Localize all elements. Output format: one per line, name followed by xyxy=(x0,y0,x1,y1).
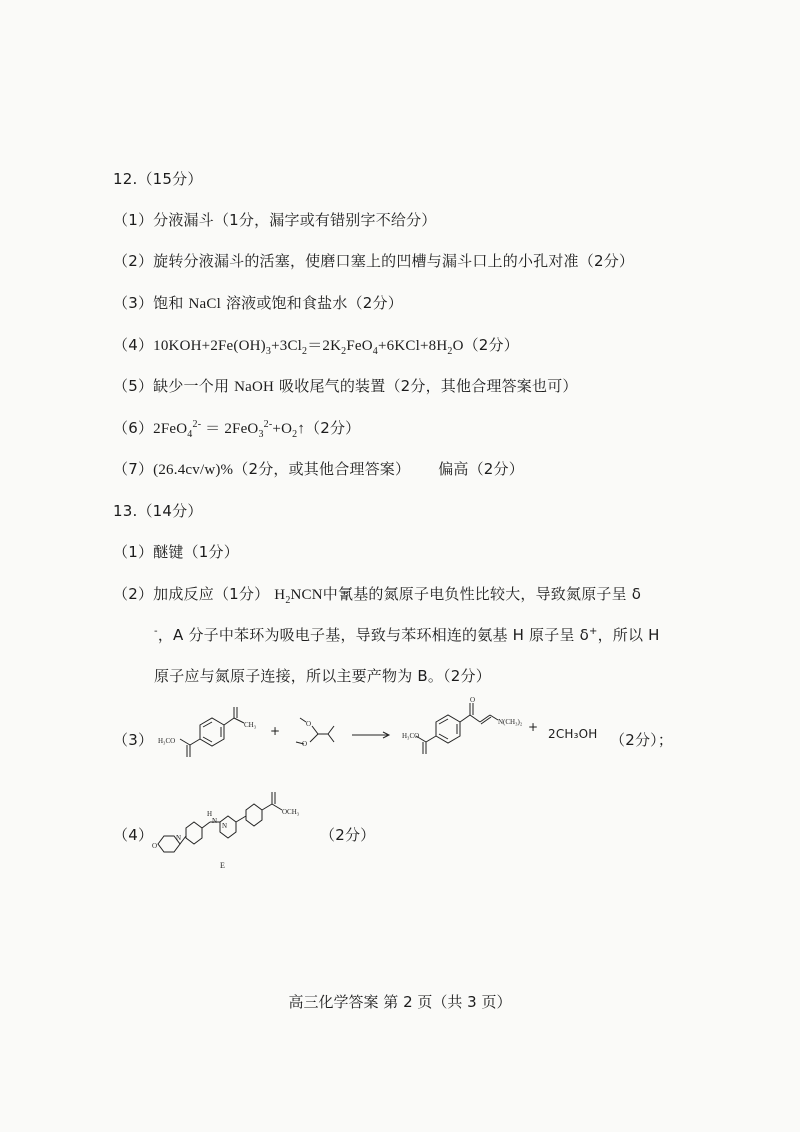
plus-sign-2: + xyxy=(528,720,539,734)
reaction-arrow xyxy=(352,730,392,740)
q12-answer-2: （2）旋转分液漏斗的活塞，使磨口塞上的凹槽与漏斗口上的小孔对准（2分） xyxy=(113,252,635,270)
q13-answer-4-label: （4） xyxy=(113,826,154,844)
q13-answer-2-line3: 原子应与氮原子连接，所以主要产物为 B。（2分） xyxy=(154,667,491,685)
reactant-1-methyl-label: CH₃ xyxy=(244,721,257,729)
compound-e-n2-label: N xyxy=(176,834,182,842)
q12-title: 12.（15分） xyxy=(113,170,203,188)
product-structure xyxy=(402,696,530,762)
q13-title: 13.（14分） xyxy=(113,502,203,520)
q13-answer-2-line2: -，A 分子中苯环为吸电子基，导致与苯环相连的氨基 H 原子呈 δ+，所以 H xyxy=(154,626,660,644)
q12-answer-6: $(6)2FeO_4^{2-} = 2FeO_3^{2-}+O_2↑(2$分） xyxy=(113,419,361,440)
byproduct-methanol: 2CH₃OH xyxy=(548,727,598,741)
q13-answer-3-label: （3） xyxy=(113,731,154,749)
svg-text:O: O xyxy=(470,696,476,704)
page-footer: 高三化学答案 第 2 页（共 3 页） xyxy=(288,993,512,1011)
plus-sign-1: + xyxy=(270,724,281,738)
q12-answer-4: $(4)10KOH+2Fe(OH)_3+3Cl_2=2K_2FeO_4+6KCl+8H_2O(2$分） xyxy=(113,336,519,357)
svg-text:O: O xyxy=(302,740,308,748)
q13-answer-3-score: （2分）； xyxy=(610,731,674,749)
compound-e-nh-label: H xyxy=(207,810,213,818)
compound-e-n3-label: N xyxy=(222,822,228,830)
q13-answer-4-score: （2分） xyxy=(320,826,376,844)
product-methoxy-label: H₃CO xyxy=(402,732,420,740)
q13-answer-1: （1）醚键（1分） xyxy=(113,543,239,561)
q12-answer-7: （7）(26.4cv/w)%（2分，或其他合理答案） 偏高（2分） xyxy=(113,460,524,478)
compound-e-n-label: N xyxy=(212,817,218,825)
svg-text:O: O xyxy=(306,720,312,728)
q12-answer-3: （3）饱和 NaCl 溶液或饱和食盐水（2分） xyxy=(113,294,403,312)
reactant-1-methoxy-label: H₃CO xyxy=(158,737,176,745)
compound-e-o-label: O xyxy=(152,842,158,850)
q12-answer-1: （1）分液漏斗（1分，漏字或有错别字不给分） xyxy=(113,211,437,229)
compound-e-structure xyxy=(150,778,318,872)
compound-e-ester-label: OCH₃ xyxy=(282,808,300,816)
q12-answer-5: （5）缺少一个用 NaOH 吸收尾气的装置（2分，其他合理答案也可） xyxy=(113,377,578,395)
q13-answer-2-line1: （2）加成反应（1分） $H_2NCN$中氰基的氮原子电负性比较大，导致氮原子呈 δ xyxy=(113,585,642,606)
compound-e-name: E xyxy=(220,861,225,870)
reactant-2-structure xyxy=(288,712,348,752)
product-amine-label: N(CH₃)₂ xyxy=(498,718,523,726)
reactant-1-structure xyxy=(158,703,262,767)
